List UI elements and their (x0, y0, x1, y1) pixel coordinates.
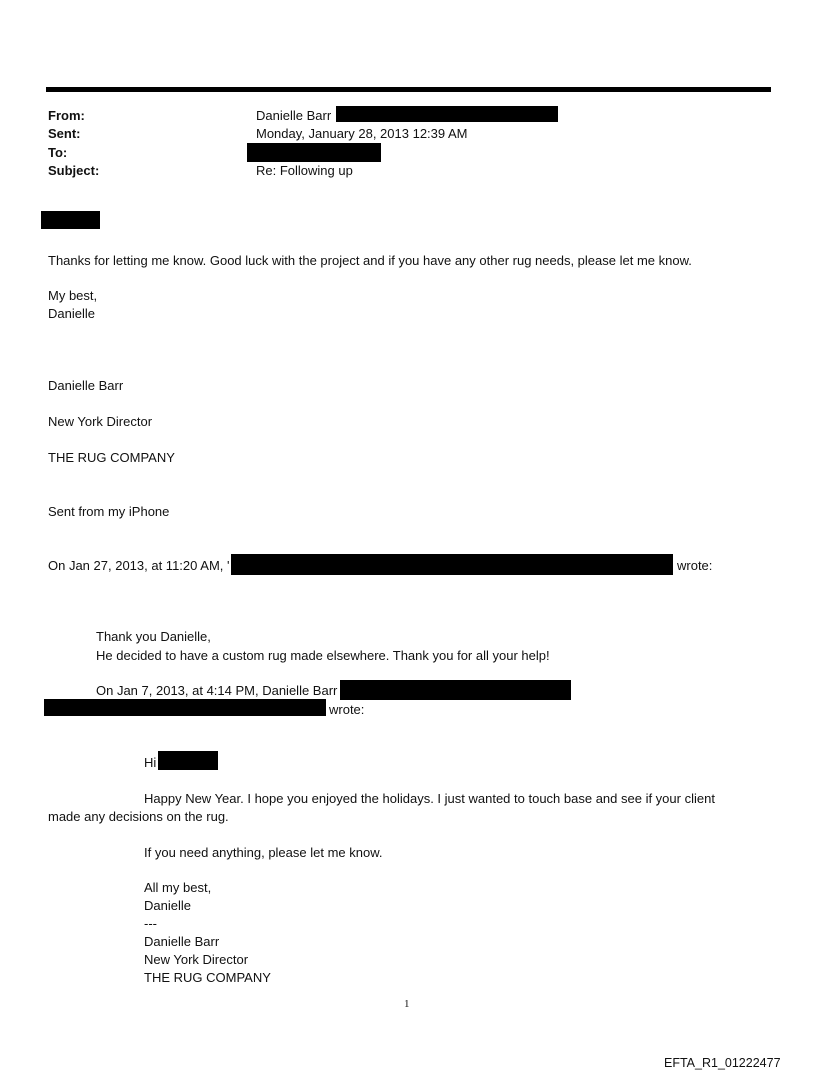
quote1-wrote: wrote: (677, 558, 713, 573)
quote2-para1-line2: made any decisions on the rug. (48, 809, 229, 824)
quote1-intro: On Jan 27, 2013, at 11:20 AM, ' (48, 558, 230, 573)
quote2-greeting: Hi (144, 755, 157, 770)
from-value: Danielle Barr (256, 108, 332, 123)
to-label: To: (48, 145, 68, 160)
redaction-to (247, 143, 381, 162)
quote2-signature-name: Danielle Barr (144, 934, 220, 949)
header-rule (46, 87, 771, 92)
redaction-quote2-email (340, 680, 571, 700)
bates-id: EFTA_R1_01222477 (664, 1056, 781, 1070)
signature-title: New York Director (48, 414, 153, 429)
sent-label: Sent: (48, 126, 81, 141)
redaction-from-email (336, 106, 558, 122)
quote2-intro: On Jan 7, 2013, at 4:14 PM, Danielle Barr (96, 683, 338, 698)
redaction-quote2-email-cont (44, 699, 326, 716)
subject-label: Subject: (48, 163, 100, 178)
quote1-line1: Thank you Danielle, (96, 629, 211, 644)
quote2-closing: All my best, (144, 880, 212, 895)
quote2-wrote: wrote: (329, 702, 365, 717)
redaction-quote2-greeting-name (158, 751, 218, 770)
sent-value: Monday, January 28, 2013 12:39 AM (256, 126, 468, 141)
redaction-salutation (41, 211, 100, 229)
body-closing: My best, (48, 288, 98, 303)
quote2-para1-line1: Happy New Year. I hope you enjoyed the holidays. I just wanted to touch base and see if your client (144, 791, 715, 806)
body-thanks-line: Thanks for letting me know. Good luck with the project and if you have any other rug needs, please let me know. (48, 253, 692, 268)
redaction-quote1-sender (231, 554, 673, 575)
quote2-para2: If you need anything, please let me know. (144, 845, 383, 860)
quote2-signature-company: THE RUG COMPANY (144, 970, 271, 985)
quote2-closing-name: Danielle (144, 898, 191, 913)
page-number: 1 (404, 998, 410, 1010)
quote1-line2: He decided to have a custom rug made elsewhere. Thank you for all your help! (96, 648, 550, 663)
subject-value: Re: Following up (256, 163, 353, 178)
signature-company: THE RUG COMPANY (48, 450, 175, 465)
signature-name: Danielle Barr (48, 378, 124, 393)
quote2-signature-title: New York Director (144, 952, 249, 967)
quote2-separator: --- (144, 916, 157, 931)
from-label: From: (48, 108, 85, 123)
body-closing-name: Danielle (48, 306, 95, 321)
sent-from-iphone: Sent from my iPhone (48, 504, 170, 519)
